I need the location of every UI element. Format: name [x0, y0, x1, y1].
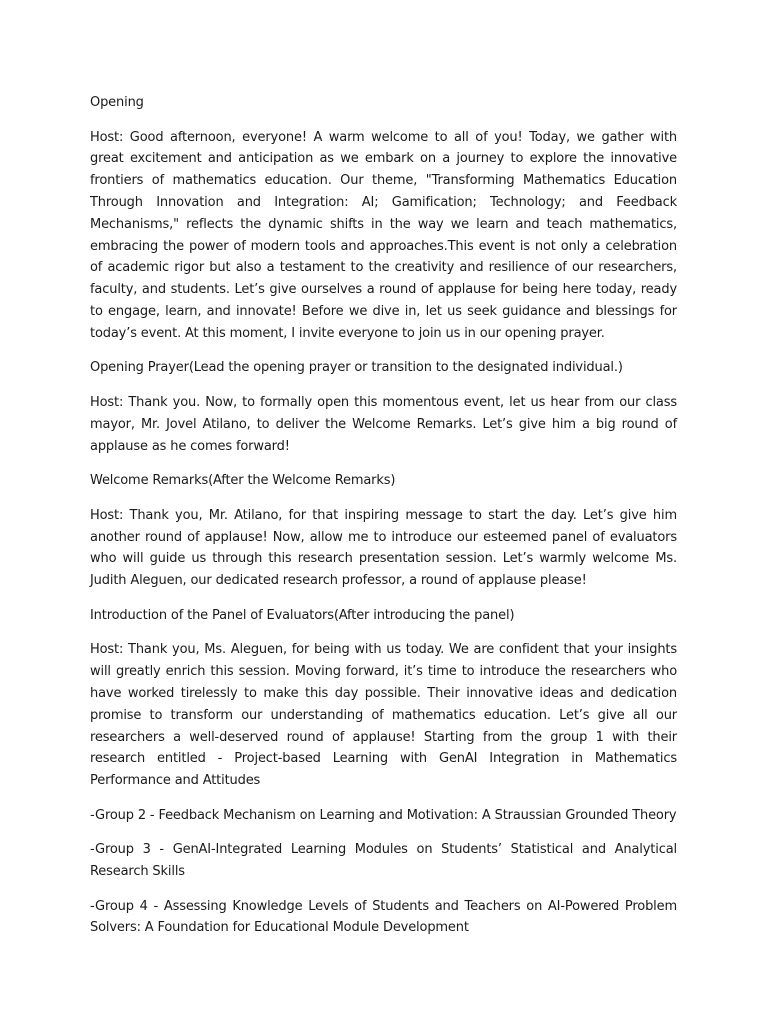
- section-heading-opening: Opening: [90, 95, 144, 110]
- section-heading-panel-evaluators: Introduction of the Panel of Evaluators(After introducing the panel): [90, 607, 515, 623]
- list-item-group-4: -Group 4 - Assessing Knowledge Levels of Students and Teachers on AI-Powered Problem Solvers: A Foundation for Educational Module Development: [90, 898, 677, 936]
- list-item-group-3: -Group 3 - GenAI-Integrated Learning Modules on Students’ Statistical and Analytical Research Skills: [90, 842, 677, 880]
- document-page: [90, 92, 677, 952]
- paragraph-host-mayor-intro: Host: Thank you. Now, to formally open this momentous event, let us hear from our class mayor, Mr. Jovel Atilano, to deliver the Welcome Remarks. Let’s give him a big round of applause as he comes forward!: [90, 394, 677, 454]
- section-heading-opening-prayer: Opening Prayer(Lead the opening prayer or transition to the designated individual.): [90, 360, 623, 376]
- paragraph-host-researchers-intro: Host: Thank you, Ms. Aleguen, for being with us today. We are confident that your insights will greatly enrich this session. Moving forward, it’s time to introduce the researchers who have worked tirelessly to make this day possible. Their innovative ideas and dedication promise to transform our understanding of mathematics education. Let’s give all our researchers a well-deserved round of applause! Starting from the group 1 with their research entitled - Project-based Learning with GenAI Integration in Mathematics Performance and Attitudes: [90, 642, 677, 789]
- list-item-group-2: -Group 2 - Feedback Mechanism on Learning and Motivation: A Straussian Grounded Theory: [90, 807, 677, 823]
- section-heading-welcome-remarks: Welcome Remarks(After the Welcome Remarks): [90, 473, 396, 489]
- paragraph-host-panel-intro: Host: Thank you, Mr. Atilano, for that inspiring message to start the day. Let’s give him another round of applause! Now, allow me to introduce our esteemed panel of evaluators who will guide us through this research presentation session. Let’s warmly welcome Ms. Judith Aleguen, our dedicated research professor, a round of applause please!: [90, 507, 677, 589]
- paragraph-host-welcome: Host: Good afternoon, everyone! A warm welcome to all of you! Today, we gather with great excitement and anticipation as we embark on a journey to explore the innovative frontiers of mathematics education. Our theme, "Transforming Mathematics Education Through Innovation and Integration: AI; Gamification; Technology; and Feedback Mechanisms," reflects the dynamic shifts in the way we learn and teach mathematics, embracing the power of modern tools and approaches.This event is not only a celebration of academic rigor but also a testament to the creativity and resilience of our researchers, faculty, and students. Let’s give ourselves a round of applause for being here today, ready to engage, learn, and innovate! Before we dive in, let us seek guidance and blessings for today’s event. At this moment, I invite everyone to join us in our opening prayer.: [90, 129, 677, 341]
